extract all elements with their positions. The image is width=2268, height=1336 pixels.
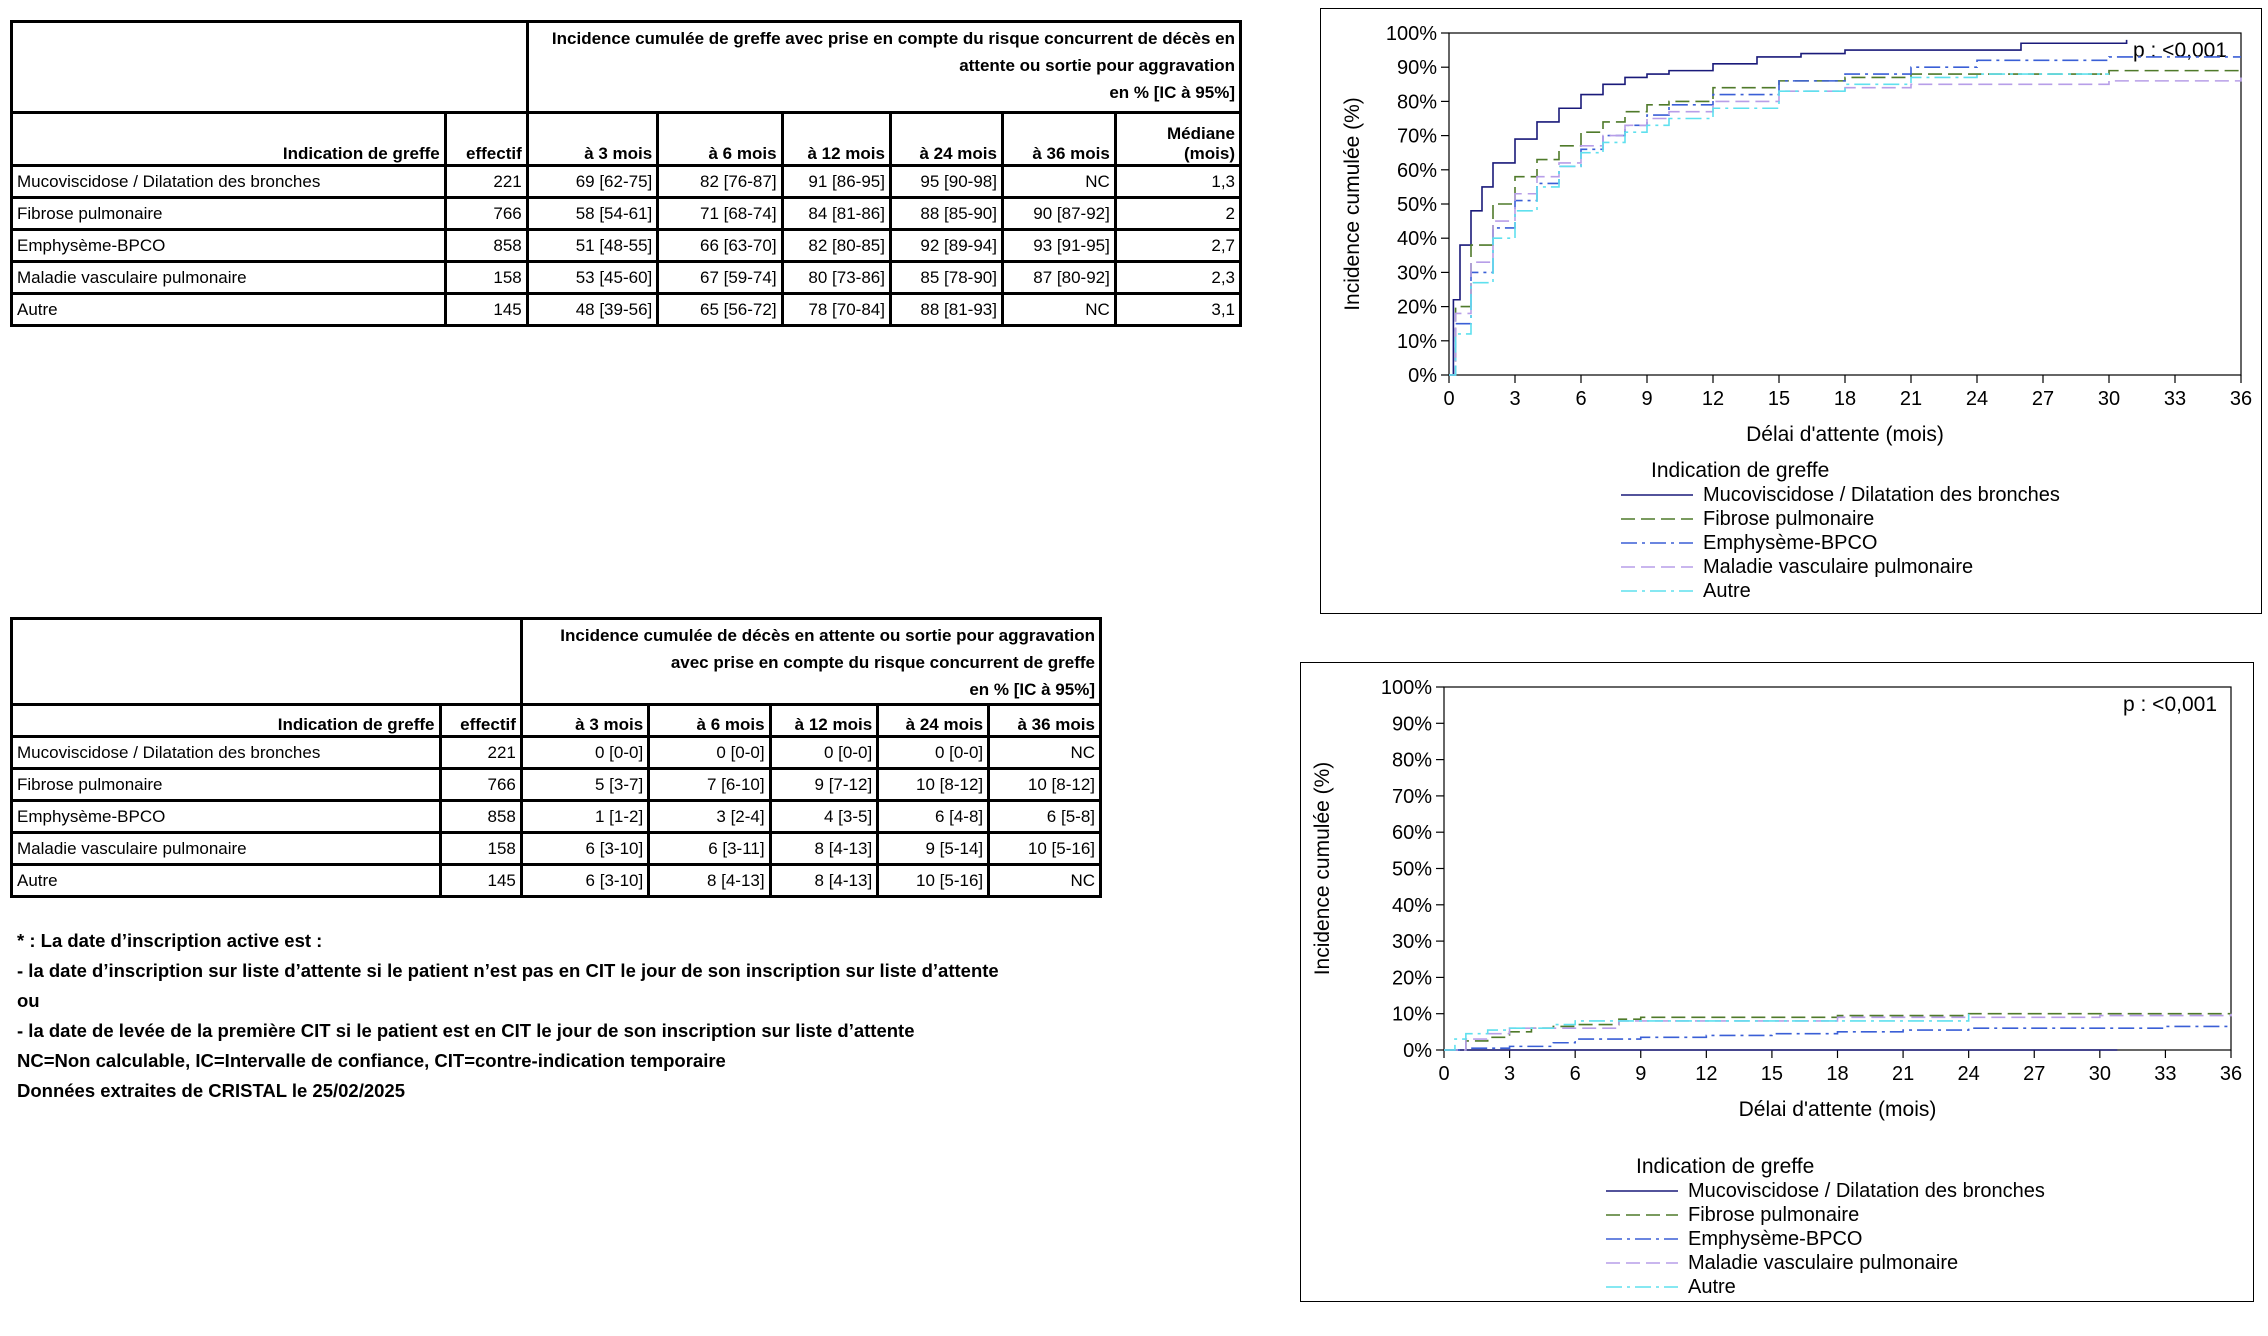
chart-svg: [1301, 663, 2253, 1301]
footnote-line: - la date d’inscription sur liste d’attente si le patient n’est pas en CIT le jour de son inscription sur liste d’attente: [17, 960, 999, 981]
table-cell: 82 [80-85]: [782, 230, 890, 262]
transplant-incidence-chart: [1320, 8, 2262, 614]
column-header: à 3 mois: [521, 705, 648, 737]
death-incidence-table: [10, 617, 1102, 898]
series-line: [1449, 74, 2109, 375]
table1-caption: [527, 22, 1240, 113]
y-tick-label: 90%: [1391, 713, 1432, 736]
table-cell: 8 [4-13]: [649, 865, 770, 897]
column-header: à 12 mois: [782, 113, 890, 166]
table-cell: 67 [59-74]: [658, 262, 782, 294]
y-tick-label: 80%: [1396, 91, 1437, 114]
table-cell: NC: [1002, 294, 1115, 326]
column-header: à 6 mois: [658, 113, 782, 166]
table2-caption: [521, 619, 1100, 705]
table-cell: 8 [4-13]: [770, 865, 878, 897]
row-label: Autre: [12, 865, 441, 897]
table-row: [12, 230, 1241, 262]
row-label: Fibrose pulmonaire: [12, 198, 446, 230]
column-header: effectif: [445, 113, 527, 166]
table-row: [12, 198, 1241, 230]
x-tick-label: 36: [2219, 1063, 2243, 1085]
footnote-line: * : La date d’inscription active est :: [17, 930, 323, 951]
y-tick-label: 50%: [1396, 194, 1437, 216]
table-cell: 48 [39-56]: [527, 294, 658, 326]
x-tick-label: 18: [1826, 1063, 1849, 1085]
x-tick-label: 30: [2097, 388, 2121, 410]
table-cell: 51 [48-55]: [527, 230, 658, 262]
footnote-line: - la date de levée de la première CIT si le patient est en CIT le jour de son inscription sur liste d’attente: [17, 1020, 915, 1041]
row-label: Emphysème-BPCO: [12, 230, 446, 262]
plot-area: [1444, 687, 2231, 1050]
table-cell: 88 [81-93]: [890, 294, 1002, 326]
column-header: à 24 mois: [890, 113, 1002, 166]
row-label: Mucoviscidose / Dilatation des bronches: [12, 166, 446, 198]
table-cell: 3,1: [1115, 294, 1240, 326]
table-cell: 58 [54-61]: [527, 198, 658, 230]
table-cell: 158: [445, 262, 527, 294]
table-row: [12, 865, 1101, 897]
chart-svg: [1321, 9, 2261, 613]
table-cell: 6 [3-10]: [521, 865, 648, 897]
table-row: [12, 294, 1241, 326]
table-cell: 78 [70-84]: [782, 294, 890, 326]
table-cell: 88 [85-90]: [890, 198, 1002, 230]
y-tick-label: 60%: [1396, 159, 1437, 182]
table-cell: 145: [445, 294, 527, 326]
legend-entry: Autre: [1703, 580, 1751, 602]
footnotes: [17, 926, 999, 1106]
table1-corner: [12, 22, 528, 113]
legend-title: Indication de greffe: [1651, 459, 1830, 482]
table-cell: 53 [45-60]: [527, 262, 658, 294]
table-cell: 221: [445, 166, 527, 198]
row-label: Maladie vasculaire pulmonaire: [12, 833, 441, 865]
legend-entry: Emphysème-BPCO: [1688, 1228, 1863, 1250]
table-cell: 145: [440, 865, 521, 897]
column-header: à 36 mois: [1002, 113, 1115, 166]
x-tick-label: 6: [1569, 1063, 1581, 1085]
row-label: Fibrose pulmonaire: [12, 769, 441, 801]
table-cell: 91 [86-95]: [782, 166, 890, 198]
legend-title: Indication de greffe: [1636, 1155, 1815, 1178]
x-tick-label: 9: [1641, 388, 1653, 410]
x-tick-label: 33: [2163, 388, 2187, 410]
x-tick-label: 27: [2031, 388, 2055, 410]
table-cell: 766: [445, 198, 527, 230]
footnote-line: ou: [17, 990, 40, 1011]
y-tick-label: 30%: [1391, 931, 1432, 954]
table-cell: 80 [73-86]: [782, 262, 890, 294]
table-cell: 84 [81-86]: [782, 198, 890, 230]
x-tick-label: 6: [1575, 388, 1587, 410]
row-label: Maladie vasculaire pulmonaire: [12, 262, 446, 294]
table-cell: 93 [91-95]: [1002, 230, 1115, 262]
y-tick-label: 70%: [1396, 125, 1437, 148]
legend-entry: Fibrose pulmonaire: [1688, 1204, 1860, 1226]
x-axis-label: Délai d'attente (mois): [1746, 423, 1944, 446]
series-line: [1449, 40, 2127, 375]
table-cell: 0 [0-0]: [770, 737, 878, 769]
table-cell: 3 [2-4]: [649, 801, 770, 833]
legend-entry: Emphysème-BPCO: [1703, 532, 1878, 554]
table-cell: 5 [3-7]: [521, 769, 648, 801]
table-cell: 0 [0-0]: [878, 737, 989, 769]
column-header: Médiane (mois): [1115, 113, 1240, 166]
table-cell: 0 [0-0]: [649, 737, 770, 769]
table-cell: 2,7: [1115, 230, 1240, 262]
column-header: Indication de greffe: [12, 705, 441, 737]
y-tick-label: 10%: [1396, 330, 1437, 353]
table-cell: 858: [445, 230, 527, 262]
footnote-line: Données extraites de CRISTAL le 25/02/2025: [17, 1080, 405, 1101]
table-cell: 221: [440, 737, 521, 769]
table-row: [12, 769, 1101, 801]
table-cell: 158: [440, 833, 521, 865]
y-tick-label: 100%: [1380, 677, 1432, 699]
column-header: à 24 mois: [878, 705, 989, 737]
table-cell: 6 [5-8]: [989, 801, 1101, 833]
x-tick-label: 27: [2023, 1063, 2046, 1085]
y-tick-label: 30%: [1396, 262, 1437, 285]
table-cell: NC: [989, 865, 1101, 897]
table-cell: 10 [8-12]: [989, 769, 1101, 801]
table-cell: 2,3: [1115, 262, 1240, 294]
footnote-line: NC=Non calculable, IC=Intervalle de confiance, CIT=contre-indication temporaire: [17, 1050, 726, 1071]
plot-area: [1449, 33, 2241, 375]
table-cell: 6 [4-8]: [878, 801, 989, 833]
x-tick-label: 0: [1443, 388, 1455, 410]
y-tick-label: 10%: [1391, 1003, 1432, 1026]
table-cell: 65 [56-72]: [658, 294, 782, 326]
y-axis-label: Incidence cumulée (%): [1341, 97, 1364, 311]
table-cell: 6 [3-10]: [521, 833, 648, 865]
legend-entry: Fibrose pulmonaire: [1703, 508, 1875, 530]
x-tick-label: 33: [2154, 1063, 2177, 1085]
table-row: [12, 833, 1101, 865]
table2-unit: en % [IC à 95%]: [969, 680, 1095, 699]
table-cell: 858: [440, 801, 521, 833]
table-cell: 6 [3-11]: [649, 833, 770, 865]
table-row: [12, 166, 1241, 198]
table-cell: 4 [3-5]: [770, 801, 878, 833]
table-cell: NC: [1002, 166, 1115, 198]
x-tick-label: 3: [1504, 1063, 1516, 1085]
x-tick-label: 36: [2229, 388, 2253, 410]
table-cell: 0 [0-0]: [521, 737, 648, 769]
y-tick-label: 40%: [1396, 228, 1437, 251]
table-cell: 71 [68-74]: [658, 198, 782, 230]
y-tick-label: 90%: [1396, 57, 1437, 80]
y-tick-label: 40%: [1391, 894, 1432, 917]
table-cell: 9 [5-14]: [878, 833, 989, 865]
y-tick-label: 50%: [1391, 858, 1432, 881]
table1-caption-text: Incidence cumulée de greffe avec prise en compte du risque concurrent de décès en attente ou sortie pour aggravation: [551, 29, 1235, 75]
table-cell: 85 [78-90]: [890, 262, 1002, 294]
x-tick-label: 12: [1701, 388, 1725, 410]
y-axis-label: Incidence cumulée (%): [1311, 761, 1334, 976]
column-header: à 3 mois: [527, 113, 658, 166]
x-tick-label: 21: [1891, 1063, 1915, 1085]
column-header: effectif: [440, 705, 521, 737]
row-label: Emphysème-BPCO: [12, 801, 441, 833]
table-cell: 9 [7-12]: [770, 769, 878, 801]
row-label: Mucoviscidose / Dilatation des bronches: [12, 737, 441, 769]
p-value-annotation: p : <0,001: [2123, 693, 2217, 716]
x-tick-label: 15: [1760, 1063, 1784, 1085]
x-tick-label: 24: [1965, 388, 1989, 410]
y-tick-label: 0%: [1403, 1040, 1432, 1062]
legend-entry: Autre: [1688, 1276, 1736, 1298]
series-line: [1449, 77, 2241, 375]
x-tick-label: 15: [1767, 388, 1791, 410]
table-cell: 10 [5-16]: [878, 865, 989, 897]
death-incidence-chart: [1300, 662, 2254, 1302]
legend-entry: Mucoviscidose / Dilatation des bronches: [1688, 1180, 2045, 1202]
table-row: [12, 801, 1101, 833]
x-tick-label: 21: [1899, 388, 1923, 410]
x-tick-label: 18: [1833, 388, 1857, 410]
y-tick-label: 0%: [1408, 365, 1437, 387]
column-header: à 6 mois: [649, 705, 770, 737]
table2-corner: [12, 619, 522, 705]
table-cell: 95 [90-98]: [890, 166, 1002, 198]
table-cell: 90 [87-92]: [1002, 198, 1115, 230]
x-tick-label: 24: [1957, 1063, 1980, 1085]
y-tick-label: 80%: [1391, 749, 1432, 772]
table-row: [12, 737, 1101, 769]
legend-entry: Maladie vasculaire pulmonaire: [1688, 1252, 1959, 1274]
column-header: à 36 mois: [989, 705, 1101, 737]
p-value-annotation: p : <0,001: [2133, 39, 2227, 62]
y-tick-label: 60%: [1391, 822, 1432, 845]
table-cell: 69 [62-75]: [527, 166, 658, 198]
table-cell: NC: [989, 737, 1101, 769]
table1-unit: en % [IC à 95%]: [1109, 83, 1235, 102]
y-tick-label: 100%: [1385, 23, 1437, 45]
table-cell: 92 [89-94]: [890, 230, 1002, 262]
x-tick-label: 0: [1438, 1063, 1450, 1085]
table-cell: 10 [5-16]: [989, 833, 1101, 865]
column-header: à 12 mois: [770, 705, 878, 737]
table-cell: 82 [76-87]: [658, 166, 782, 198]
table-cell: 10 [8-12]: [878, 769, 989, 801]
table-cell: 87 [80-92]: [1002, 262, 1115, 294]
x-axis-label: Délai d'attente (mois): [1738, 1098, 1937, 1121]
legend-entry: Mucoviscidose / Dilatation des bronches: [1703, 484, 2060, 506]
y-tick-label: 70%: [1391, 785, 1432, 808]
legend-entry: Maladie vasculaire pulmonaire: [1703, 556, 1974, 578]
y-tick-label: 20%: [1396, 296, 1437, 319]
series-line: [1444, 1026, 2231, 1050]
series-line: [1449, 57, 2241, 375]
row-label: Autre: [12, 294, 446, 326]
x-tick-label: 9: [1635, 1063, 1647, 1085]
table-cell: 766: [440, 769, 521, 801]
table-cell: 1,3: [1115, 166, 1240, 198]
table-row: [12, 262, 1241, 294]
table-cell: 2: [1115, 198, 1240, 230]
x-tick-label: 30: [2088, 1063, 2111, 1085]
table-cell: 66 [63-70]: [658, 230, 782, 262]
table2-caption-text: Incidence cumulée de décès en attente ou sortie pour aggravation avec prise en compte du risque concurrent de greffe: [560, 626, 1095, 672]
column-header: Indication de greffe: [12, 113, 446, 166]
x-tick-label: 12: [1695, 1063, 1718, 1085]
y-tick-label: 20%: [1391, 967, 1432, 990]
transplant-incidence-table: [10, 20, 1242, 327]
table-cell: 8 [4-13]: [770, 833, 878, 865]
table-cell: 1 [1-2]: [521, 801, 648, 833]
series-line: [1449, 71, 2241, 375]
x-tick-label: 3: [1509, 388, 1521, 410]
table-cell: 7 [6-10]: [649, 769, 770, 801]
